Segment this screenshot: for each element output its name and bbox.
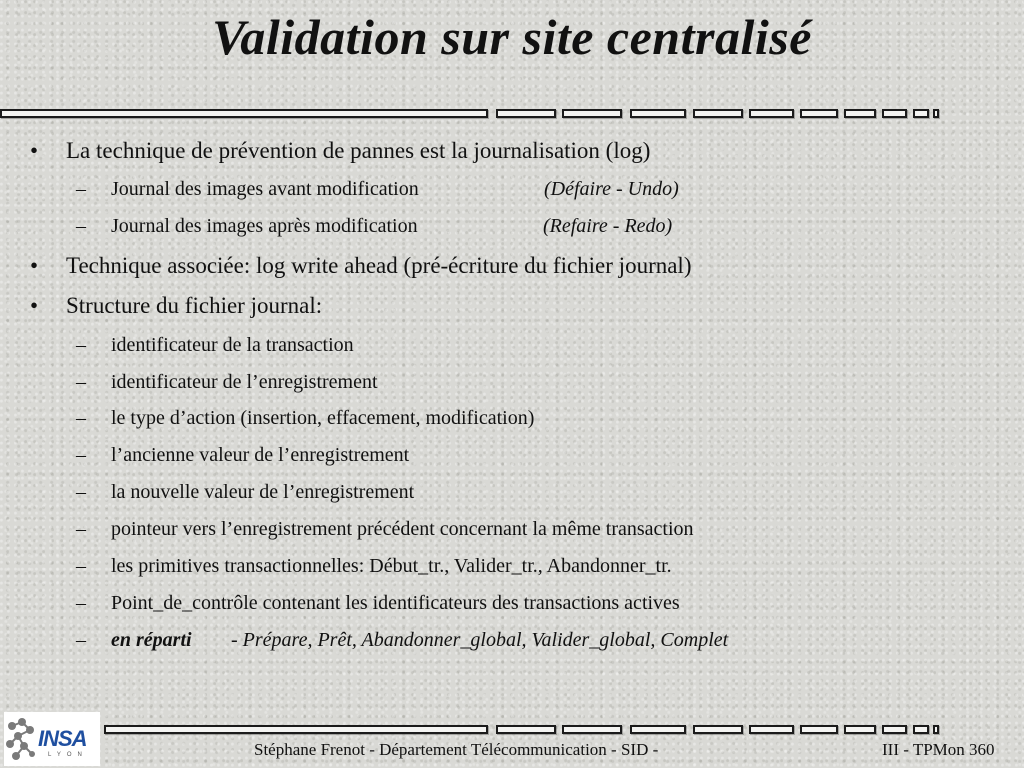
undo-note: (Défaire - Undo) bbox=[544, 178, 679, 200]
sub-bullet-text: identificateur de l’enregistrement bbox=[111, 371, 378, 393]
dash-marker: – bbox=[76, 371, 86, 393]
dash-marker: – bbox=[76, 481, 86, 503]
molecule-icon bbox=[4, 712, 40, 766]
footer-page-number: III - TPMon 360 bbox=[882, 740, 995, 759]
logo-name: INSA bbox=[38, 726, 87, 751]
dash-marker: – bbox=[76, 215, 86, 237]
sub-bullet-text: pointeur vers l’enregistrement précédent concernant la même transaction bbox=[111, 518, 694, 540]
sub-bullet-text: l’ancienne valeur de l’enregistrement bbox=[111, 444, 410, 466]
sub-bullet-text: le type d’action (insertion, effacement, modification) bbox=[111, 407, 535, 429]
bullet-marker: • bbox=[30, 293, 39, 318]
sub-bullet-text: Journal des images avant modification bbox=[111, 178, 419, 200]
dash-marker: – bbox=[76, 444, 86, 466]
dash-marker: – bbox=[76, 518, 86, 540]
footer-author: Stéphane Frenot - Département Télécommunication - SID - bbox=[254, 740, 659, 759]
sub-bullet-text: identificateur de la transaction bbox=[111, 334, 354, 356]
dash-marker: – bbox=[76, 178, 86, 200]
bullet-text: Technique associée: log write ahead (pré-écriture du fichier journal) bbox=[66, 253, 692, 278]
dash-marker: – bbox=[76, 592, 86, 614]
dash-marker: – bbox=[76, 407, 86, 429]
redo-note: (Refaire - Redo) bbox=[543, 215, 673, 237]
bold-lead-text: en réparti bbox=[111, 629, 192, 651]
bullet-text: Structure du fichier journal: bbox=[66, 293, 323, 318]
dash-marker: – bbox=[76, 334, 86, 356]
sub-bullet-text: Journal des images après modification bbox=[111, 215, 418, 237]
sub-bullet-text: Point_de_contrôle contenant les identificateurs des transactions actives bbox=[111, 592, 680, 614]
logo-subtitle: LYON bbox=[48, 752, 88, 758]
sub-bullet-text: la nouvelle valeur de l’enregistrement bbox=[111, 481, 415, 503]
bullet-text: La technique de prévention de pannes est la journalisation (log) bbox=[66, 138, 651, 163]
slide-title: Validation sur site centralisé bbox=[212, 9, 812, 65]
bullet-marker: • bbox=[30, 253, 39, 278]
sub-bullet-text: les primitives transactionnelles: Début_tr., Valider_tr., Abandonner_tr. bbox=[111, 555, 672, 577]
dash-marker: – bbox=[76, 629, 86, 651]
bullet-marker: • bbox=[30, 138, 39, 163]
insa-logo bbox=[4, 712, 100, 766]
dash-marker: – bbox=[76, 555, 86, 577]
distributed-note: - Prépare, Prêt, Abandonner_global, Valider_global, Complet bbox=[231, 629, 729, 651]
